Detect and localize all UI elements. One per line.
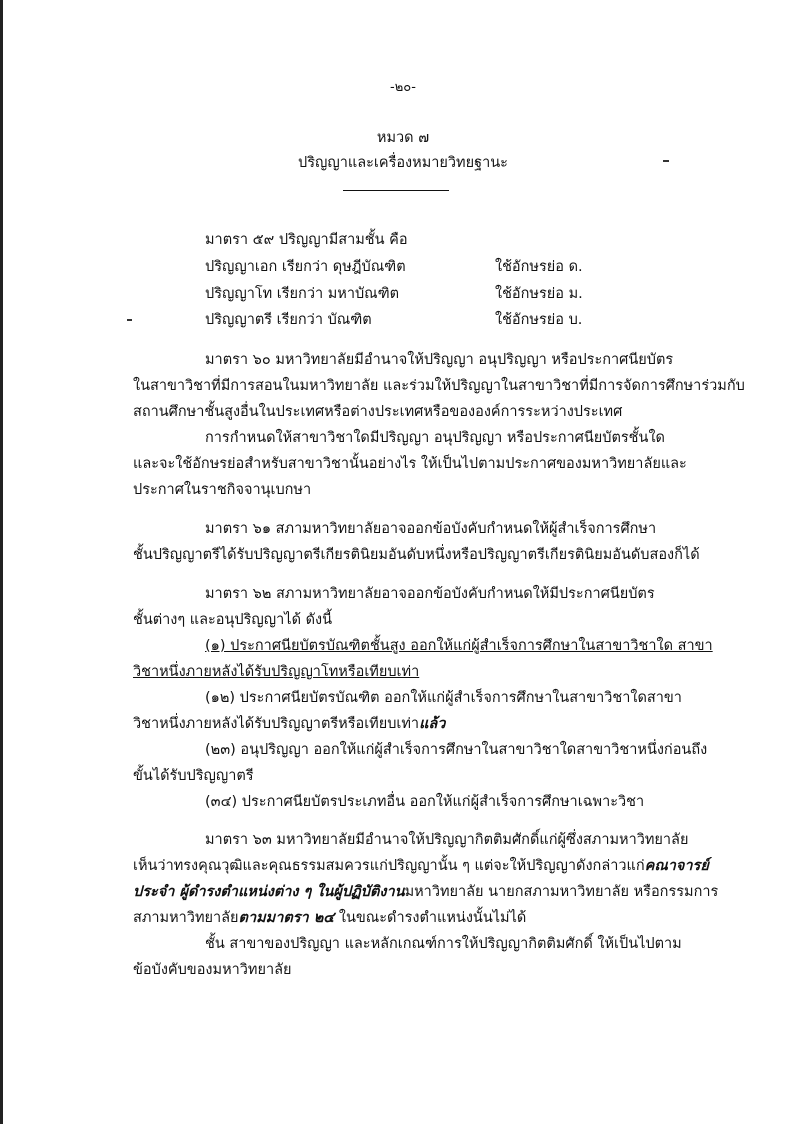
s63-line [133, 908, 526, 928]
scan-speck [127, 319, 132, 321]
s63-text: ในขณะดำรงตำแหน่งนั้นไม่ได้ [334, 910, 527, 926]
s62-line: มาตรา ๖๒ สภามหาวิทยาลัยอาจออกข้อบังคับกำหนดให้มีประกาศนียบัตร [205, 586, 655, 602]
s63-text: มหาวิทยาลัย นายกสภามหาวิทยาลัย หรือกรรมการ [404, 884, 719, 900]
s63-line: ชั้น สาขาของปริญญา และหลักเกณฑ์การให้ปริญญากิตติมศักดิ์ ให้เป็นไปตาม [205, 936, 682, 952]
s63-line [133, 856, 709, 876]
s63-line: มาตรา ๖๓ มหาวิทยาลัยมีอำนาจให้ปริญญากิตติมศักดิ์แก่ผู้ซึ่งสภามหาวิทยาลัย [205, 832, 689, 848]
s62-item-3-cont: ขั้นได้รับปริญญาตรี [133, 768, 254, 784]
s60-line: การกำหนดให้สาขาวิชาใดมีปริญญา อนุปริญญา หรือประกาศนียบัตรชั้นใด [205, 430, 665, 446]
s62-line: ชั้นต่างๆ และอนุปริญญาได้ ดังนี้ [133, 612, 332, 628]
chapter-heading: หมวด ๗ [376, 130, 430, 146]
s59-row-label: ปริญญาตรี เรียกว่า บัณฑิต [205, 312, 372, 328]
s60-line: ในสาขาวิชาที่มีการสอนในมหาวิทยาลัย และร่วมให้ปริญญาในสาขาวิชาที่มีการจัดการศึกษาร่วมกับ [133, 378, 745, 394]
s60-line: ประกาศในราชกิจจานุเบกษา [133, 482, 312, 498]
s63-handwritten: ประจำ ผู้ดำรงตำแหน่งต่าง ๆ ในผู้ปฏิบัติงาน [133, 884, 405, 900]
s62-item-2-text: วิชาหนึ่งภายหลังได้รับปริญญาตรีหรือเทียบเท่า [133, 716, 420, 732]
s63-text: สภามหาวิทยาลัย [133, 910, 239, 926]
s62-item-1: (๑) ประกาศนียบัตรบัณฑิตชั้นสูง ออกให้แก่ผู้สำเร็จการศึกษาในสาขาวิชาใด สาขา [205, 638, 713, 654]
s61-line: มาตรา ๖๑ สภามหาวิทยาลัยอาจออกข้อบังคับกำหนดให้ผู้สำเร็จการศึกษา [205, 521, 657, 537]
s63-handwritten: ตามมาตรา ๒๔ [238, 910, 335, 926]
s62-item-1-cont: วิชาหนึ่งภายหลังได้รับปริญญาโทหรือเทียบเท่า [133, 664, 420, 680]
scan-speck [663, 160, 669, 162]
s60-line: และจะใช้อักษรย่อสำหรับสาขาวิชานั้นอย่างไร ให้เป็นไปตามประกาศของมหาวิทยาลัยและ [133, 456, 687, 472]
s62-item-2-cont [133, 714, 445, 734]
s60-line: มาตรา ๖๐ มหาวิทยาลัยมีอำนาจให้ปริญญา อนุปริญญา หรือประกาศนียบัตร [205, 352, 674, 368]
chapter-title: ปริญญาและเครื่องหมายวิทยฐานะ [298, 155, 508, 171]
s62-item-3: (๒๓) อนุปริญญา ออกให้แก่ผู้สำเร็จการศึกษาในสาขาวิชาใดสาขาวิชาหนึ่งก่อนถึง [205, 742, 708, 758]
s59-heading: มาตรา ๕๙ ปริญญามีสามชั้น คือ [205, 232, 408, 248]
s63-line [133, 882, 718, 902]
s63-handwritten: คณาจารย์ [644, 858, 709, 874]
s62-item-2-handwritten: แล้ว [419, 716, 446, 732]
s60-line: สถานศึกษาชั้นสูงอื่นในประเทศหรือต่างประเทศหรือขององค์การระหว่างประเทศ [133, 404, 623, 420]
s61-line: ชั้นปริญญาตรีได้รับปริญญาตรีเกียรตินิยมอันดับหนึ่งหรือปริญญาตรีเกียรตินิยมอันดับสองก็ได้ [133, 547, 700, 563]
page-number: -๒๐- [390, 80, 416, 95]
s63-line: ข้อบังคับของมหาวิทยาลัย [133, 962, 292, 978]
s59-row-abbr: ใช้อักษรย่อ ด. [495, 259, 583, 275]
s63-text: เห็นว่าทรงคุณวุฒิและคุณธรรมสมควรแก่ปริญญานั้น ๆ แต่จะให้ปริญญาดังกล่าวแก่ [133, 858, 645, 874]
s62-item-4: (๓๔) ประกาศนียบัตรประเภทอื่น ออกให้แก่ผู้สำเร็จการศึกษาเฉพาะวิชา [205, 794, 645, 810]
title-divider [343, 190, 449, 191]
s59-row-abbr: ใช้อักษรย่อ ม. [495, 286, 583, 302]
s59-row-label: ปริญญาโท เรียกว่า มหาบัณฑิต [205, 286, 400, 302]
s62-item-2: (๑๒) ประกาศนียบัตรบัณฑิต ออกให้แก่ผู้สำเร็จการศึกษาในสาขาวิชาใดสาขา [205, 690, 682, 706]
s59-row-abbr: ใช้อักษรย่อ บ. [495, 312, 583, 328]
s59-row-label: ปริญญาเอก เรียกว่า ดุษฎีบัณฑิต [205, 259, 406, 275]
